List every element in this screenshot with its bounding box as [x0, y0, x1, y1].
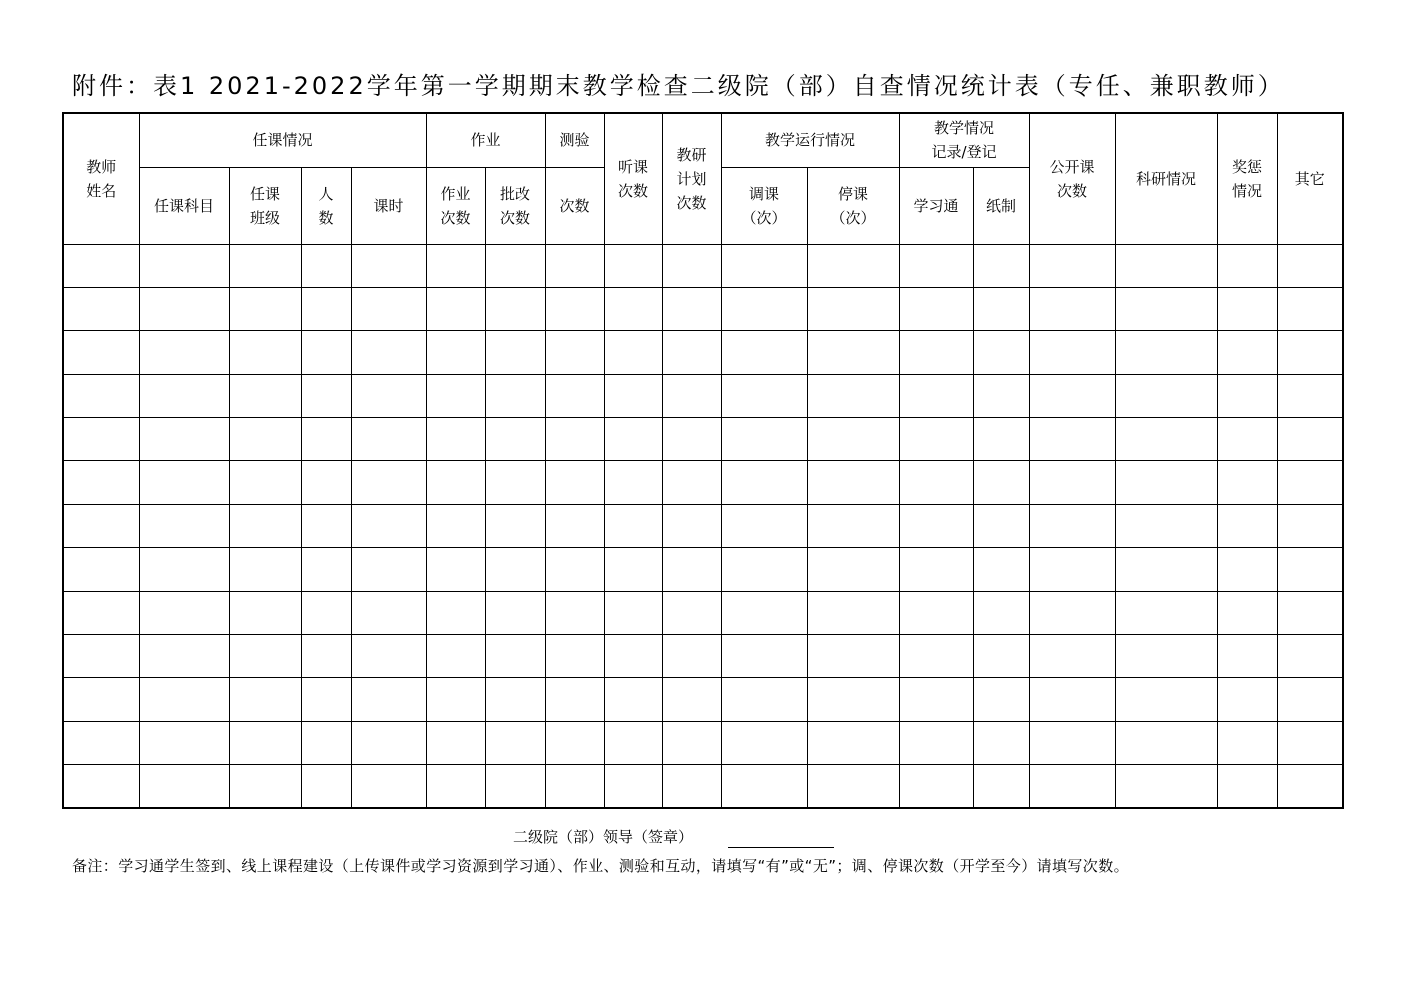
table-cell[interactable]: [807, 548, 899, 591]
table-cell[interactable]: [973, 331, 1029, 374]
table-cell[interactable]: [351, 721, 426, 764]
table-cell[interactable]: [351, 461, 426, 504]
table-cell[interactable]: [426, 591, 485, 634]
table-cell[interactable]: [973, 635, 1029, 678]
table-cell[interactable]: [899, 721, 973, 764]
table-cell[interactable]: [485, 591, 545, 634]
table-cell[interactable]: [1217, 591, 1277, 634]
table-cell[interactable]: [1217, 635, 1277, 678]
table-cell[interactable]: [545, 678, 604, 721]
table-cell[interactable]: [899, 504, 973, 547]
table-cell[interactable]: [351, 591, 426, 634]
table-cell[interactable]: [604, 678, 662, 721]
table-cell[interactable]: [545, 374, 604, 417]
table-cell[interactable]: [1277, 765, 1343, 808]
table-cell[interactable]: [973, 244, 1029, 287]
table-cell[interactable]: [485, 374, 545, 417]
table-cell[interactable]: [139, 504, 229, 547]
table-cell[interactable]: [545, 635, 604, 678]
table-cell[interactable]: [426, 331, 485, 374]
table-cell[interactable]: [1029, 331, 1115, 374]
table-cell[interactable]: [351, 244, 426, 287]
header-homework: 作业: [426, 113, 545, 167]
header-research: 科研情况: [1115, 113, 1217, 244]
table-cell[interactable]: [1115, 721, 1217, 764]
table-cell[interactable]: [351, 548, 426, 591]
signature-label: 二级院（部）领导（签章）: [513, 828, 694, 846]
header-open-class: 公开课 次数: [1029, 113, 1115, 244]
header-paper: 纸制: [973, 167, 1029, 244]
table-cell[interactable]: [604, 765, 662, 808]
table-cell[interactable]: [973, 504, 1029, 547]
table-cell[interactable]: [1217, 418, 1277, 461]
table-cell[interactable]: [1029, 678, 1115, 721]
table-cell[interactable]: [721, 418, 807, 461]
header-course-subject: 任课科目: [139, 167, 229, 244]
table-cell[interactable]: [721, 287, 807, 330]
table-cell[interactable]: [301, 244, 351, 287]
table-cell[interactable]: [1029, 591, 1115, 634]
table-cell[interactable]: [1029, 504, 1115, 547]
header-adjust: 调课 （次）: [721, 167, 807, 244]
header-grading-count: 批改 次数: [485, 167, 545, 244]
table-cell[interactable]: [1115, 331, 1217, 374]
table-cell[interactable]: [229, 678, 301, 721]
header-awards: 奖惩 情况: [1217, 113, 1277, 244]
table-cell[interactable]: [229, 374, 301, 417]
table-row: [63, 287, 1343, 330]
table-cell[interactable]: [63, 244, 139, 287]
table-row: [63, 244, 1343, 287]
table-cell[interactable]: [662, 331, 721, 374]
table-cell[interactable]: [139, 461, 229, 504]
table-cell[interactable]: [807, 721, 899, 764]
table-cell[interactable]: [899, 635, 973, 678]
table-cell[interactable]: [351, 635, 426, 678]
table-cell[interactable]: [545, 331, 604, 374]
table-cell[interactable]: [139, 591, 229, 634]
table-row: [63, 331, 1343, 374]
table-cell[interactable]: [139, 721, 229, 764]
table-cell[interactable]: [426, 765, 485, 808]
table-cell[interactable]: [973, 461, 1029, 504]
table-cell[interactable]: [604, 287, 662, 330]
table-cell[interactable]: [485, 635, 545, 678]
table-cell[interactable]: [301, 287, 351, 330]
table-cell[interactable]: [485, 331, 545, 374]
table-cell[interactable]: [807, 635, 899, 678]
footnote: 备注：学习通学生签到、线上课程建设（上传课件或学习资源到学习通）、作业、测验和互动，请填写“有”或“无”；调、停课次数（开学至今）请填写次数。: [72, 857, 1129, 875]
table-cell[interactable]: [1115, 461, 1217, 504]
table-cell[interactable]: [807, 244, 899, 287]
table-cell[interactable]: [807, 765, 899, 808]
table-cell[interactable]: [63, 331, 139, 374]
table-cell[interactable]: [899, 461, 973, 504]
header-hours: 课时: [351, 167, 426, 244]
table-cell[interactable]: [604, 721, 662, 764]
table-cell[interactable]: [1029, 374, 1115, 417]
table-cell[interactable]: [229, 287, 301, 330]
table-cell[interactable]: [1277, 374, 1343, 417]
table-cell[interactable]: [139, 244, 229, 287]
table-cell[interactable]: [1217, 331, 1277, 374]
table-cell[interactable]: [899, 548, 973, 591]
table-cell[interactable]: [721, 591, 807, 634]
table-cell[interactable]: [899, 765, 973, 808]
table-cell[interactable]: [229, 721, 301, 764]
table-cell[interactable]: [604, 331, 662, 374]
header-xuexitong: 学习通: [899, 167, 973, 244]
table-cell[interactable]: [1029, 765, 1115, 808]
table-cell[interactable]: [1115, 504, 1217, 547]
table-cell[interactable]: [662, 374, 721, 417]
table-cell[interactable]: [63, 504, 139, 547]
table-cell[interactable]: [1217, 461, 1277, 504]
table-cell[interactable]: [229, 591, 301, 634]
table-cell[interactable]: [63, 765, 139, 808]
table-cell[interactable]: [899, 244, 973, 287]
table-row: [63, 504, 1343, 547]
table-cell[interactable]: [426, 418, 485, 461]
table-cell[interactable]: [1115, 635, 1217, 678]
table-cell[interactable]: [899, 678, 973, 721]
header-research-plan: 教研 计划 次数: [662, 113, 721, 244]
table-cell[interactable]: [973, 721, 1029, 764]
table-cell[interactable]: [545, 461, 604, 504]
table-cell[interactable]: [351, 418, 426, 461]
table-cell[interactable]: [1277, 331, 1343, 374]
table-cell[interactable]: [662, 721, 721, 764]
table-cell[interactable]: [485, 548, 545, 591]
table-cell[interactable]: [1217, 287, 1277, 330]
table-cell[interactable]: [545, 287, 604, 330]
table-cell[interactable]: [604, 635, 662, 678]
table-cell[interactable]: [604, 591, 662, 634]
table-cell[interactable]: [229, 331, 301, 374]
table-cell[interactable]: [426, 635, 485, 678]
table-cell[interactable]: [63, 591, 139, 634]
table-cell[interactable]: [721, 721, 807, 764]
table-row: [63, 418, 1343, 461]
table-cell[interactable]: [1217, 678, 1277, 721]
table-cell[interactable]: [662, 244, 721, 287]
table-cell[interactable]: [485, 244, 545, 287]
table-cell[interactable]: [1115, 374, 1217, 417]
header-observe: 听课 次数: [604, 113, 662, 244]
table-cell[interactable]: [63, 374, 139, 417]
table-cell[interactable]: [1029, 287, 1115, 330]
table-cell[interactable]: [63, 461, 139, 504]
table-cell[interactable]: [426, 244, 485, 287]
header-other: 其它: [1277, 113, 1343, 244]
header-quiz: 测验: [545, 113, 604, 167]
table-cell[interactable]: [721, 374, 807, 417]
table-cell[interactable]: [662, 765, 721, 808]
table-cell[interactable]: [63, 678, 139, 721]
table-cell[interactable]: [485, 287, 545, 330]
table-cell[interactable]: [1217, 548, 1277, 591]
statistics-table: [62, 112, 1344, 809]
table-cell[interactable]: [1115, 591, 1217, 634]
table-row: [63, 548, 1343, 591]
table-cell[interactable]: [899, 591, 973, 634]
table-cell[interactable]: [899, 287, 973, 330]
table-cell[interactable]: [662, 591, 721, 634]
page-title: 附件：表1 2021-2022学年第一学期期末教学检查二级院（部）自查情况统计表（专任、兼职教师）: [72, 72, 1285, 100]
table-cell[interactable]: [662, 548, 721, 591]
table-cell[interactable]: [1277, 678, 1343, 721]
table-cell[interactable]: [301, 548, 351, 591]
table-cell[interactable]: [426, 504, 485, 547]
table-cell[interactable]: [1277, 287, 1343, 330]
table-cell[interactable]: [973, 548, 1029, 591]
table-cell[interactable]: [63, 635, 139, 678]
header-course-info: 任课情况: [139, 113, 426, 167]
table-row: [63, 461, 1343, 504]
table-cell[interactable]: [973, 287, 1029, 330]
table-cell[interactable]: [1277, 548, 1343, 591]
table-cell[interactable]: [1277, 721, 1343, 764]
table-cell[interactable]: [229, 765, 301, 808]
table-cell[interactable]: [301, 461, 351, 504]
table-cell[interactable]: [721, 548, 807, 591]
table-cell[interactable]: [973, 591, 1029, 634]
table-cell[interactable]: [1029, 635, 1115, 678]
table-cell[interactable]: [662, 287, 721, 330]
table-cell[interactable]: [1115, 418, 1217, 461]
table-cell[interactable]: [63, 721, 139, 764]
table-cell[interactable]: [604, 418, 662, 461]
table-cell[interactable]: [545, 765, 604, 808]
table-cell[interactable]: [1029, 721, 1115, 764]
table-cell[interactable]: [1115, 765, 1217, 808]
header-teaching-ops: 教学运行情况: [721, 113, 899, 167]
table-cell[interactable]: [1029, 461, 1115, 504]
table-cell[interactable]: [1115, 244, 1217, 287]
table-cell[interactable]: [139, 635, 229, 678]
table-row: [63, 591, 1343, 634]
table-cell[interactable]: [807, 504, 899, 547]
table-cell[interactable]: [426, 548, 485, 591]
table-cell[interactable]: [604, 548, 662, 591]
table-cell[interactable]: [899, 331, 973, 374]
table-cell[interactable]: [301, 591, 351, 634]
table-cell[interactable]: [139, 548, 229, 591]
table-cell[interactable]: [229, 504, 301, 547]
table-cell[interactable]: [1029, 548, 1115, 591]
header-row-1: [63, 113, 1343, 167]
table-cell[interactable]: [301, 678, 351, 721]
table-cell[interactable]: [1217, 374, 1277, 417]
table-cell[interactable]: [63, 418, 139, 461]
table-cell[interactable]: [229, 461, 301, 504]
table-cell[interactable]: [139, 287, 229, 330]
header-quiz-count: 次数: [545, 167, 604, 244]
table-cell[interactable]: [721, 635, 807, 678]
table-cell[interactable]: [485, 765, 545, 808]
table-cell[interactable]: [426, 678, 485, 721]
table-cell[interactable]: [63, 548, 139, 591]
table-cell[interactable]: [301, 765, 351, 808]
table-cell[interactable]: [351, 678, 426, 721]
table-row: [63, 635, 1343, 678]
table-cell[interactable]: [973, 374, 1029, 417]
table-cell[interactable]: [604, 374, 662, 417]
table-cell[interactable]: [721, 461, 807, 504]
table-cell[interactable]: [1277, 635, 1343, 678]
table-cell[interactable]: [1277, 244, 1343, 287]
table-cell[interactable]: [545, 244, 604, 287]
table-cell[interactable]: [545, 418, 604, 461]
table-cell[interactable]: [604, 244, 662, 287]
table-cell[interactable]: [604, 461, 662, 504]
table-cell[interactable]: [973, 678, 1029, 721]
table-cell[interactable]: [1115, 548, 1217, 591]
table-cell[interactable]: [301, 374, 351, 417]
table-cell[interactable]: [1277, 418, 1343, 461]
table-cell[interactable]: [807, 331, 899, 374]
signature-line[interactable]: [728, 847, 834, 848]
table-cell[interactable]: [662, 678, 721, 721]
header-teacher-name: 教师 姓名: [63, 113, 139, 244]
table-cell[interactable]: [807, 678, 899, 721]
table-cell[interactable]: [721, 504, 807, 547]
table-cell[interactable]: [662, 504, 721, 547]
table-cell[interactable]: [351, 331, 426, 374]
table-cell[interactable]: [426, 374, 485, 417]
table-cell[interactable]: [721, 678, 807, 721]
table-cell[interactable]: [426, 721, 485, 764]
table-cell[interactable]: [139, 678, 229, 721]
table-cell[interactable]: [545, 504, 604, 547]
table-cell[interactable]: [301, 418, 351, 461]
table-cell[interactable]: [1277, 591, 1343, 634]
table-cell[interactable]: [1277, 504, 1343, 547]
table-cell[interactable]: [807, 461, 899, 504]
table-cell[interactable]: [1217, 244, 1277, 287]
table-row: [63, 765, 1343, 808]
header-course-class: 任课 班级: [229, 167, 301, 244]
table-cell[interactable]: [1115, 287, 1217, 330]
header-people: 人 数: [301, 167, 351, 244]
table-cell[interactable]: [485, 721, 545, 764]
table-cell[interactable]: [351, 504, 426, 547]
table-cell[interactable]: [485, 504, 545, 547]
table-cell[interactable]: [301, 504, 351, 547]
table-cell[interactable]: [351, 765, 426, 808]
table-cell[interactable]: [139, 765, 229, 808]
table-row: [63, 678, 1343, 721]
table-cell[interactable]: [301, 721, 351, 764]
table-cell[interactable]: [229, 548, 301, 591]
table-cell[interactable]: [139, 331, 229, 374]
table-cell[interactable]: [485, 678, 545, 721]
table-cell[interactable]: [545, 591, 604, 634]
table-cell[interactable]: [721, 765, 807, 808]
table-cell[interactable]: [604, 504, 662, 547]
table-row: [63, 374, 1343, 417]
table-cell[interactable]: [807, 418, 899, 461]
table-cell[interactable]: [139, 418, 229, 461]
table-cell[interactable]: [229, 418, 301, 461]
table-cell[interactable]: [301, 331, 351, 374]
table-cell[interactable]: [485, 418, 545, 461]
table-cell[interactable]: [229, 244, 301, 287]
table-cell[interactable]: [229, 635, 301, 678]
table-cell[interactable]: [807, 287, 899, 330]
header-teaching-record: 教学情况 记录/登记: [899, 113, 1029, 167]
table-cell[interactable]: [1029, 244, 1115, 287]
table-cell[interactable]: [1277, 461, 1343, 504]
table-cell[interactable]: [807, 591, 899, 634]
table-cell[interactable]: [1217, 504, 1277, 547]
table-cell[interactable]: [426, 461, 485, 504]
table-cell[interactable]: [1029, 418, 1115, 461]
table-cell[interactable]: [973, 765, 1029, 808]
table-row: [63, 721, 1343, 764]
table-cell[interactable]: [63, 287, 139, 330]
table-cell[interactable]: [351, 287, 426, 330]
table-cell[interactable]: [662, 635, 721, 678]
table-cell[interactable]: [545, 721, 604, 764]
table-cell[interactable]: [485, 461, 545, 504]
table-cell[interactable]: [139, 374, 229, 417]
header-suspend: 停课 （次）: [807, 167, 899, 244]
header-homework-count: 作业 次数: [426, 167, 485, 244]
table-cell[interactable]: [426, 287, 485, 330]
table-cell[interactable]: [1217, 765, 1277, 808]
table-cell[interactable]: [662, 418, 721, 461]
table-cell[interactable]: [662, 461, 721, 504]
table-cell[interactable]: [721, 331, 807, 374]
table-cell[interactable]: [301, 635, 351, 678]
table-cell[interactable]: [973, 418, 1029, 461]
table-cell[interactable]: [351, 374, 426, 417]
table-cell[interactable]: [899, 418, 973, 461]
table-cell[interactable]: [807, 374, 899, 417]
table-cell[interactable]: [899, 374, 973, 417]
table-cell[interactable]: [721, 244, 807, 287]
table-cell[interactable]: [1115, 678, 1217, 721]
table-cell[interactable]: [545, 548, 604, 591]
table-cell[interactable]: [1217, 721, 1277, 764]
